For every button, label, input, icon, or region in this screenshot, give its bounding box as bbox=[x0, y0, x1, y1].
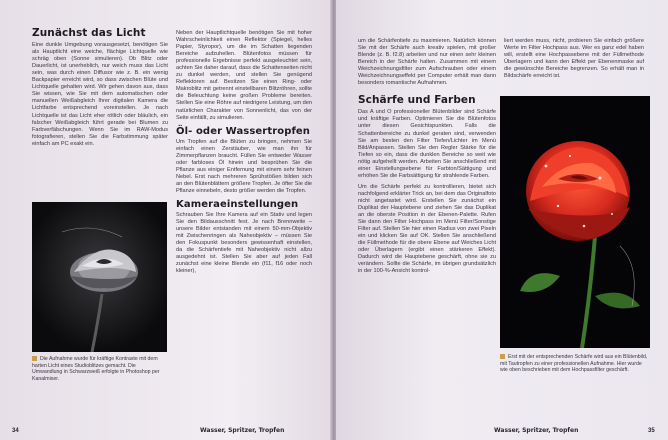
right-page-number: 35 bbox=[648, 428, 655, 434]
right-footer: Wasser, Spritzer, Tropfen bbox=[494, 427, 579, 434]
right-caption bbox=[500, 354, 650, 374]
left-page bbox=[0, 0, 332, 440]
caption-bullet-icon bbox=[500, 354, 505, 359]
right-caption-text: Erst mit der entsprechenden Schärfe wird aus ein Blütenbild, mit Tautropfen zu einer professionellen Aufnahme. Hier wurde wie oben beschrieben mit dem Hochpassfilter geschärft. bbox=[500, 354, 648, 374]
left-column-1 bbox=[32, 27, 168, 152]
left-caption-text: Die Aufnahme wurde für kräftige Kontraste mit dem harten Licht eines Studioblitzes gemacht. Die Umwandlung in Schwarzweiß erfolgte in Photoshop per Kanalmixer. bbox=[32, 356, 160, 382]
left-caption bbox=[32, 356, 167, 382]
heading-camera: Kameraeinstellungen bbox=[176, 199, 299, 211]
right-page bbox=[336, 0, 668, 440]
sharpness-paragraph-2: Um die Schärfe perfekt zu kontrollieren, bietet sich nachfolgend erklärter Trick an, bei dem das Originalfoto nicht angetastet wird. Erstellen Sie zunächst ein Duplikat der Hauptebene und ziehen Sie das Duplikat an die oberste Position in der Ebenen-Palette. Rufen Sie dann den Filter Hochpass im Menü Filter/Sonstige Filter auf. Stellen Sie hier einen Radius von zwei Pixeln ein und klicken Sie auf OK. Stellen Sie anschließend die Füllmethode für die obere Ebene auf Weiches Licht oder Überlagern (ergibt einen stärkeren Effekt). Dadurch wird die Hauptebene geschärft, ohne sie zu verändern. Sollte die Schärfe, im übrigen grundsätzlich in der 100-%-Ansicht kontrol- bbox=[358, 183, 496, 275]
heading-sharpness: Schärfe und Farben bbox=[358, 94, 476, 107]
right-column-2 bbox=[504, 38, 644, 84]
heading-light: Zunächst das Licht bbox=[32, 27, 146, 39]
heading-oil: Öl- oder Wassertropfen bbox=[176, 125, 311, 137]
caption-bullet-icon bbox=[32, 356, 37, 361]
sharpness-intro-paragraph: um die Schärfentiefe zu maximieren. Natürlich können Sie mit der Schärfe auch kreativ spielen, mit großer Blende (z. B. f2.8) arbeiten und nur einen sehr kleinen Bereich in der Schärfe halten. Zusammen mit einem Weichzeichnungsfilter zum Aufschrauben oder einem Weichzeichnungseffekt per Computer erhält man dann besonders romantische Aufnahmen. bbox=[358, 38, 496, 87]
highpass-paragraph: liert werden muss, nicht, probieren Sie einfach größere Werte im Filter Hochpass aus. Wer es ganz edel haben will, erstellt eine Hochpassebene mit der Füllmethode Überlagern und kann den Effekt per Ebenenmaske auf die gewünschte Bereiche begrenzen. So erhält man in Bildschärfe erreicht ist. bbox=[504, 38, 644, 80]
red-rose-photo bbox=[500, 96, 650, 348]
left-page-number: 34 bbox=[12, 428, 19, 434]
right-column-1 bbox=[358, 38, 496, 279]
left-footer: Wasser, Spritzer, Tropfen bbox=[200, 427, 285, 434]
oil-paragraph: Um Tropfen auf die Blüten zu bringen, nehmen Sie einfach einen Zerstäuber, wie man ihn für Zimmerpflanzen braucht. Füllen Sie entweder Wasser oder farbloses Öl hinein und besprühen Sie die Pflanze aus einiger Entfernung mit einem sehr feinen Nebel. Erst nach mehreren Sprühstößen bilden sich an den Blütenblättern größere Tropfen. Je öfter Sie die Pflanze einnebeln, desto größer werden die Tropfen. bbox=[176, 138, 312, 194]
sharpness-paragraph-1: Das A und O professioneller Blütenbilder sind Schärfe und kräftige Farben. Optimieren Sie die Blütenfotos unter diesen Gesichtspunkten. Falls die Schattenbereiche zu dunkel geraten sind, verwenden Sie am besten den Filter Tiefen/Lichter im Menü Bild/Anpassen. Stellen Sie den Regler Stärke für die Tiefen so ein, dass die dunklen Bereiche so weit wie nötig aufgehellt werden. Arbeiten Sie anschließend mit einer Einstellungsebene für Farbton/Sättigung und erhöhen Sie die Farbsättigung für strahlende Farben. bbox=[358, 109, 496, 179]
bw-rose-photo bbox=[32, 202, 167, 352]
reflector-paragraph: Neben der Hauptlichtquelle benötigen Sie mit hoher Wahrscheinlichkeit einen Reflektor (Spiegel, helles Papier, Styropor), um die im Schatten liegenden Bereiche aufzuhellen. Blütenfotos müssen für professionelle Ergebnisse perfekt ausgeleuchtet sein, achten Sie daher darauf, dass die Schattenseiten nicht zu dunkel werden, und stellen Sie genügend Reflektoren auf. Besitzen Sie einen Ring- oder Makroblitz mit getrennt einstellbaren Blitzröhren, sollte die Beleuchtung keine großen Probleme bereiten. Stellen Sie eine Röhre auf niedrigere Leistung, um den natürlichen Charakter von Sonnenlicht, das von der Seite einfällt, zu simulieren. bbox=[176, 30, 312, 121]
camera-paragraph: Schrauben Sie Ihre Kamera auf ein Stativ und legen Sie den Bildausschnitt fest. Je nach Brennweite – unsere Bilder entstanden mit einem 50-mm-Objektiv mit Zwischenringen als Naheobjektiv – müssen Sie den Fokuspunkt besonders gewissenhaft einstellen, da die Schärfentiefe mit Naheobjektiv nicht allzu ausgedehnt ist. Stellen Sie aber auf jeden Fall zunächst eine kleine Blende ein (f11, f16 oder noch kleiner), bbox=[176, 212, 312, 275]
light-paragraph: Eine dunkle Umgebung vorausgesetzt, benötigen Sie als Hauptlicht eine weiche, flächige Lichtquelle wie schräg oben (Sonne simulieren). Ob Blitz oder Dauerlicht, ist unerheblich, nur weich muss das Licht sein, was durch einen Diffusor wie z. B. ein wenig Backpapier erreicht wird, so dass zwischen Blüte und Lichtquelle gehalten wird. Wir gehen davon aus, dass Sie wissen, wie Sie mit dem automatischen oder manuellen Weißabgleich Ihrer digitalen Kamera die Lichtfarbe entsprechend voreinstellen. Je nach Lichtquelle ist das Licht eher rötlich oder bläulich, ein falscher Weißabgleich führt gerade bei Blumen zu Farbverfälschungen. Wenn Sie im RAW-Modus fotografieren, stellen Sie die Farbstimmung später einfach am PC exakt ein. bbox=[32, 42, 168, 147]
left-column-2 bbox=[176, 30, 312, 280]
